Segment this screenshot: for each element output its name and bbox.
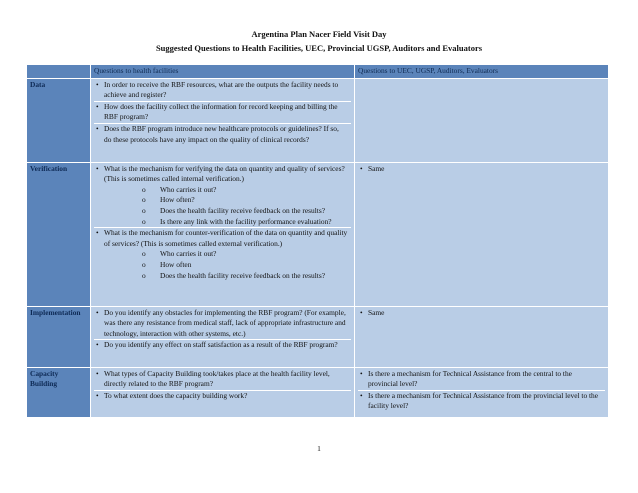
header-cell-blank <box>27 65 91 79</box>
bullet-text: Same <box>368 163 385 173</box>
header-cell-health-facilities: Questions to health facilities <box>91 65 355 79</box>
sub-bullet-text: Who carries it out? <box>160 249 217 259</box>
bullet-dot-icon: • <box>96 307 99 317</box>
circle-o-icon: o <box>142 195 146 205</box>
bullet-dot-icon: • <box>96 79 99 89</box>
bullet-content <box>368 369 602 390</box>
bullet-item <box>94 308 351 341</box>
bullet-text: Does the RBF program introduce new healthcare protocols or guidelines? If so, do these protocols have any impact on the quality of clinical records? <box>104 123 339 144</box>
bullet-text: To what extent does the capacity building work? <box>104 390 248 400</box>
bullet-content <box>104 228 348 281</box>
health-facility-questions-cell <box>91 367 355 417</box>
bullet-dot-icon: • <box>96 340 99 350</box>
bullet-content <box>368 308 602 319</box>
bullet-dot-icon: • <box>360 163 363 173</box>
sub-bullet-text: Does the health facility receive feedback on the results? <box>160 270 325 280</box>
bullet-dot-icon: • <box>360 390 363 400</box>
bullet-item <box>94 391 351 402</box>
bullet-text: What types of Capacity Building took/takes place at the health facility level, directly related to the RBF program? <box>104 368 330 389</box>
bullet-text: What is the mechanism for counter-verification of the data on quantity and quality of services? (This is sometimes called external verification.) <box>104 228 348 248</box>
bullet-text: Same <box>368 307 385 317</box>
bullet-dot-icon: • <box>360 307 363 317</box>
sub-bullet-item <box>142 260 348 271</box>
bullet-content <box>104 80 348 101</box>
bullet-content <box>104 308 348 340</box>
table-row <box>27 78 609 162</box>
uec-questions-cell <box>355 78 609 162</box>
bullet-item <box>94 369 351 391</box>
uec-questions-cell <box>355 367 609 417</box>
bullet-content <box>104 164 348 228</box>
table-row <box>27 306 609 367</box>
health-facility-questions-cell <box>91 162 355 306</box>
bullet-dot-icon: • <box>96 101 99 111</box>
bullet-item <box>94 340 351 351</box>
table-row <box>27 367 609 417</box>
bullet-content <box>368 164 602 175</box>
circle-o-icon: o <box>142 259 146 269</box>
bullet-dot-icon: • <box>96 163 99 173</box>
bullet-text: Do you identify any effect on staff satisfaction as a result of the RBF program? <box>104 340 338 350</box>
circle-o-icon: o <box>142 216 146 226</box>
table-header-row <box>27 65 609 79</box>
sub-bullet-item <box>142 185 348 196</box>
table-body <box>27 78 609 417</box>
row-label: Data <box>27 78 91 162</box>
bullet-item <box>358 369 605 391</box>
bullet-content <box>104 369 348 390</box>
bullet-content <box>104 102 348 123</box>
bullet-text: Is there a mechanism for Technical Assistance from the provincial level to the facility level? <box>368 390 599 411</box>
bullet-text: What is the mechanism for verifying the data on quantity and quality of services? (This is sometimes called internal verification.) <box>104 163 345 184</box>
bullet-text: How does the facility collect the information for record keeping and billing the RBF program? <box>104 101 338 122</box>
bullet-item <box>94 124 351 145</box>
bullet-item <box>358 308 605 319</box>
row-label: Verification <box>27 162 91 306</box>
bullet-item <box>94 228 351 281</box>
sub-bullet-item <box>142 271 348 282</box>
bullet-item <box>358 164 605 175</box>
sub-bullet-text: Does the health facility receive feedback on the results? <box>160 205 325 215</box>
sub-bullet-item <box>142 206 348 217</box>
bullet-item <box>94 80 351 102</box>
sub-bullet-text: How often <box>160 259 192 269</box>
bullet-dot-icon: • <box>96 123 99 133</box>
questions-table <box>26 64 609 418</box>
circle-o-icon: o <box>142 249 146 259</box>
bullet-content <box>104 340 348 351</box>
circle-o-icon: o <box>142 205 146 215</box>
bullet-item <box>358 391 605 412</box>
bullet-content <box>104 124 348 145</box>
bullet-item <box>94 164 351 229</box>
bullet-dot-icon: • <box>96 368 99 378</box>
uec-questions-cell <box>355 162 609 306</box>
header-cell-uec: Questions to UEC, UGSP, Auditors, Evaluators <box>355 65 609 79</box>
bullet-item <box>94 102 351 124</box>
bullet-dot-icon: • <box>360 368 363 378</box>
bullet-text: Is there a mechanism for Technical Assistance from the central to the provincial level? <box>368 368 572 389</box>
health-facility-questions-cell <box>91 78 355 162</box>
uec-questions-cell <box>355 306 609 367</box>
bullet-dot-icon: • <box>96 390 99 400</box>
table-row <box>27 162 609 306</box>
circle-o-icon: o <box>142 270 146 280</box>
bullet-dot-icon: • <box>96 228 99 238</box>
bullet-content <box>104 391 348 402</box>
row-label: Capacity Building <box>27 367 91 417</box>
row-label: Implementation <box>27 306 91 367</box>
bullet-text: Do you identify any obstacles for implementing the RBF program? (For example, was there any resistance from medical staff, lack of appropriate infrastructure and technology, interaction with other systems, etc.) <box>104 307 346 338</box>
circle-o-icon: o <box>142 184 146 194</box>
sub-bullet-text: Is there any link with the facility performance evaluation? <box>160 216 332 226</box>
page-number: 1 <box>317 444 321 453</box>
sub-bullet-text: Who carries it out? <box>160 184 217 194</box>
sub-bullet-item <box>142 195 348 206</box>
sub-bullet-item <box>142 217 348 228</box>
health-facility-questions-cell <box>91 306 355 367</box>
document-subtitle: Suggested Questions to Health Facilities, UEC, Provincial UGSP, Auditors and Evaluators <box>155 43 483 53</box>
sub-bullet-item <box>142 249 348 260</box>
document-title: Argentina Plan Nacer Field Visit Day <box>251 29 387 39</box>
sub-bullet-text: How often? <box>160 195 195 205</box>
bullet-content <box>368 391 602 412</box>
bullet-text: In order to receive the RBF resources, what are the outputs the facility needs to achieve and register? <box>104 79 339 100</box>
